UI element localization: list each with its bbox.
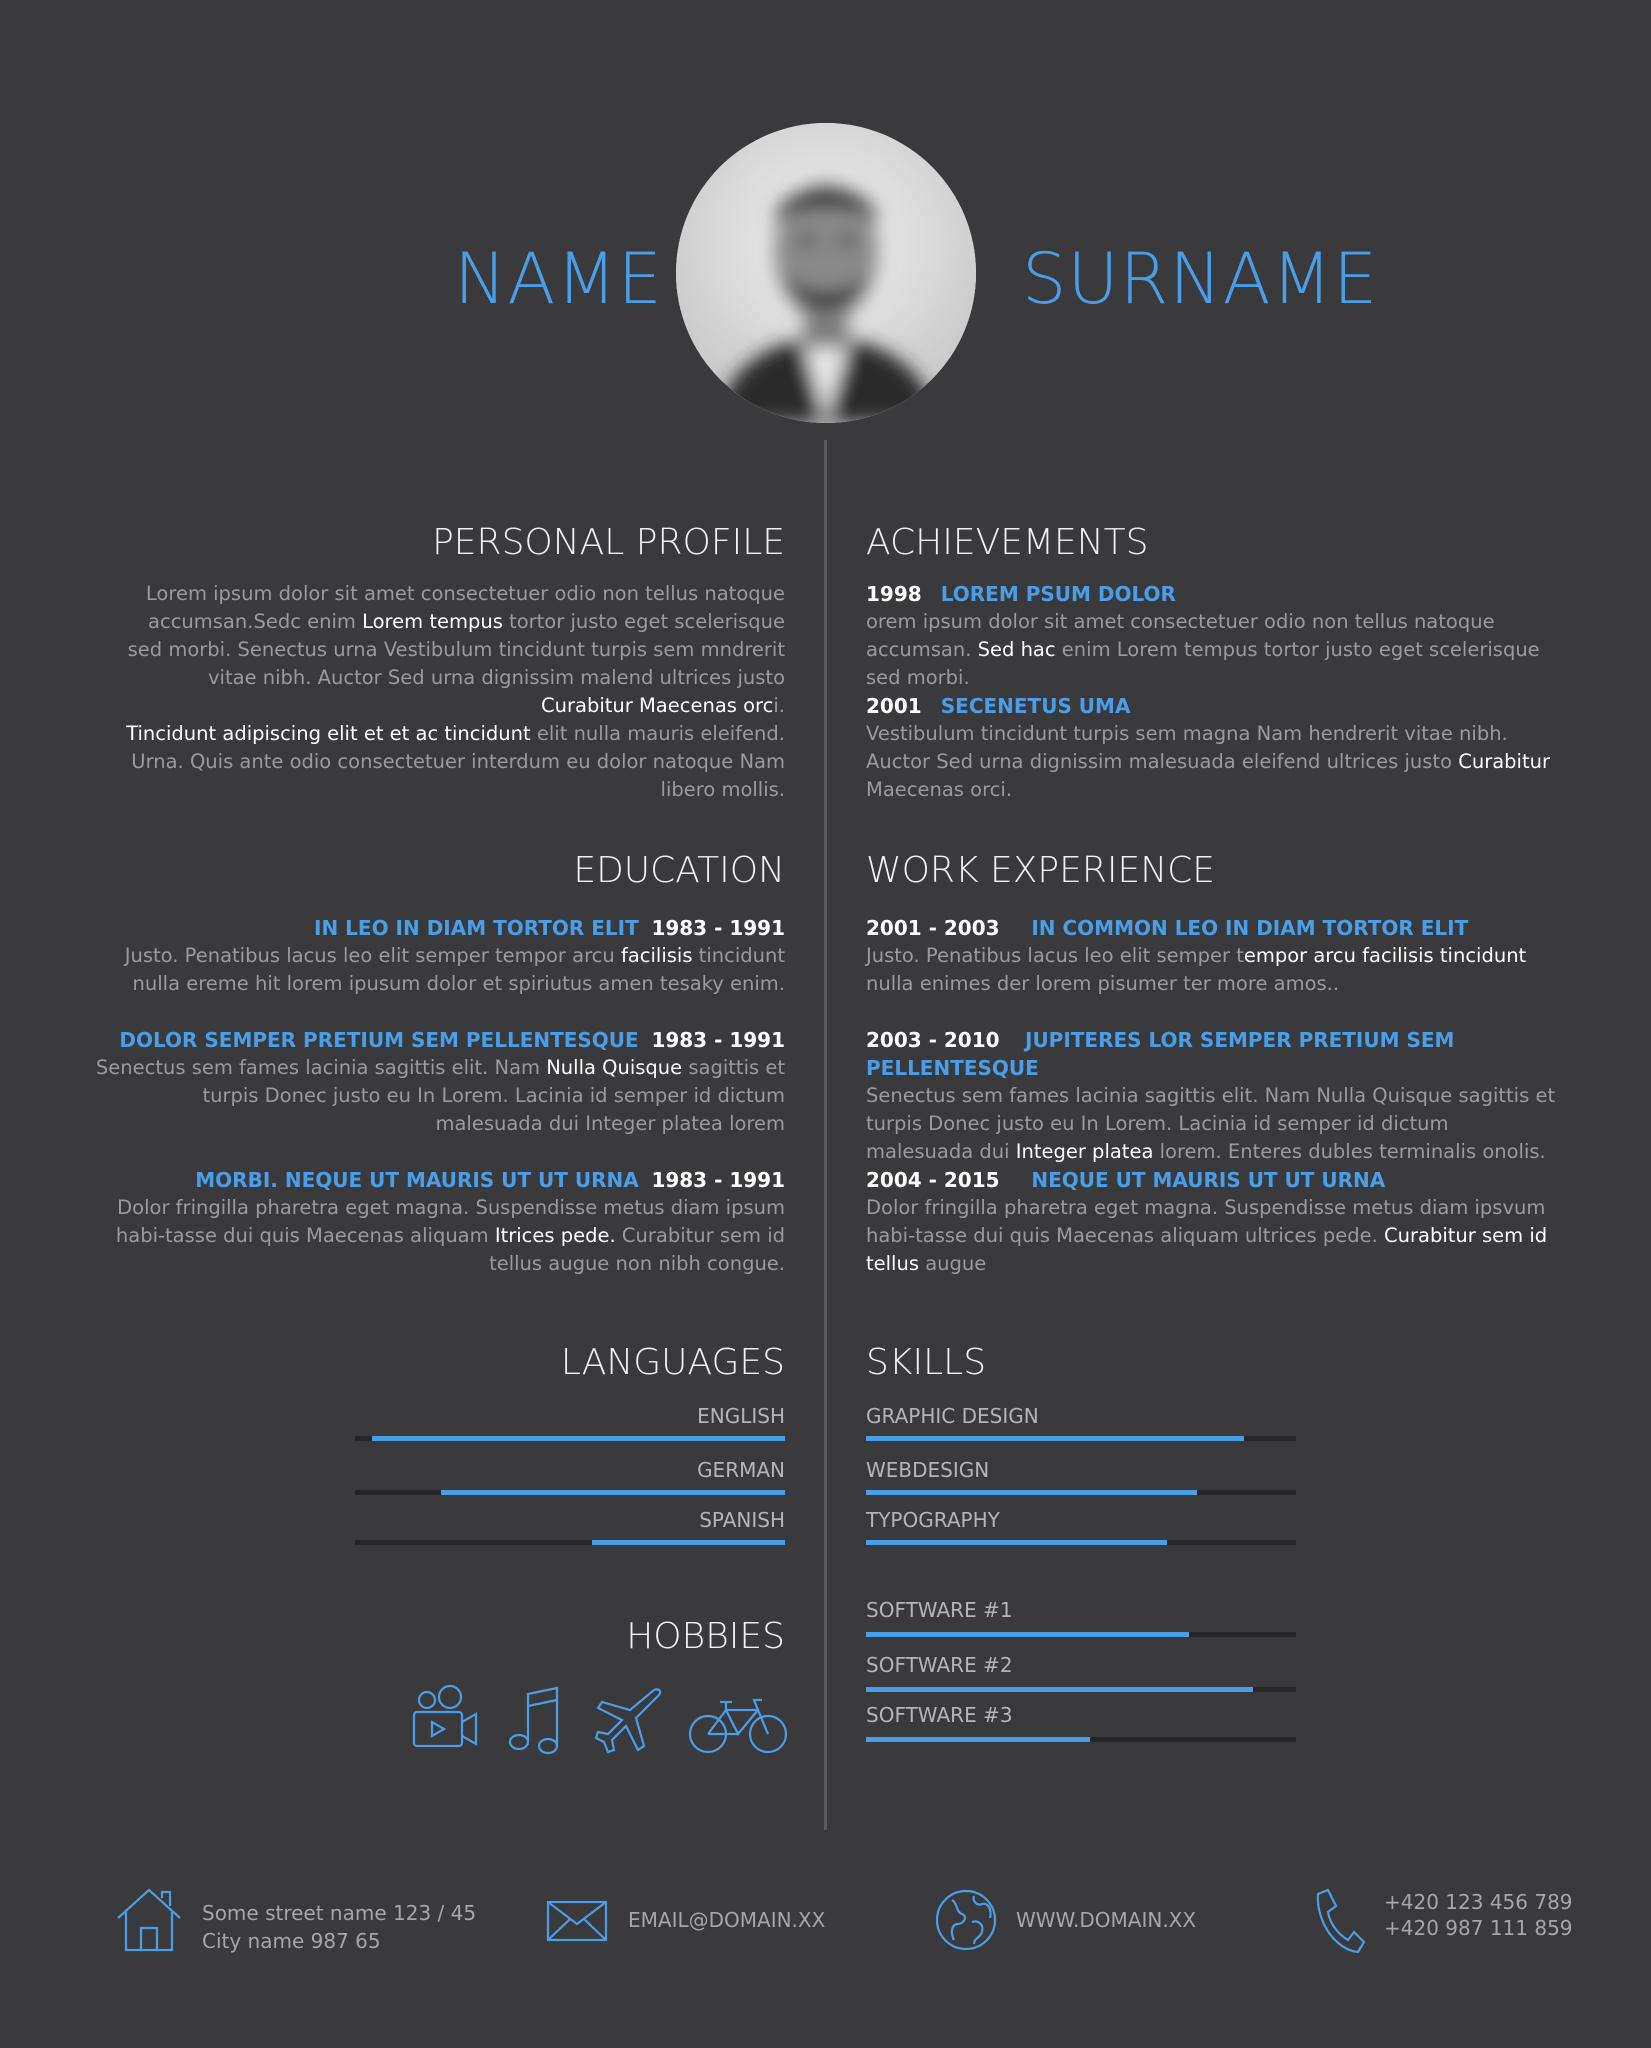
body-text: Senectus sem fames lacinia sagittis elit. Nam Nulla Quisque sagittis et turpis Donec justo eu In Lorem. Lacinia id semper id dictum malesuada dui: [866, 1084, 1556, 1163]
address-line-1: Some street name 123 / 45: [202, 1901, 477, 1925]
envelope-icon: [546, 1900, 608, 1946]
phone-icon: [1310, 1886, 1366, 1960]
highlight-text: facilisis: [620, 944, 693, 967]
education-text: [95, 1054, 785, 1138]
education-years: 1983 - 1991: [651, 916, 785, 940]
airplane-icon: [592, 1684, 664, 1760]
body-text: tortor justo eget scelerisque sed morbi. Senectus urna Vestibulum tincidunt turpis sem mndrerit vitae nibh. Auctor Sed urna dignissim malend ultrices justo: [127, 610, 785, 689]
achievement-text: [866, 608, 1566, 692]
first-name: NAME: [454, 238, 663, 320]
home-icon: [114, 1884, 184, 1958]
language-bar-fill: [372, 1436, 785, 1441]
skill-bar-fill: [866, 1436, 1244, 1441]
achievement-title: SECENETUS UMA: [940, 694, 1131, 718]
languages-heading: LANGUAGES: [560, 1342, 785, 1383]
highlight-text: Curabitur sem id tellus: [866, 1224, 1548, 1275]
achievement-year: 1998: [866, 582, 922, 606]
education-years: 1983 - 1991: [651, 1168, 785, 1192]
profile-paragraph-2: [125, 720, 785, 804]
highlight-text: Tincidunt adipiscing elit et et ac tincidunt: [126, 722, 531, 745]
achievements-heading: ACHIEVEMENTS: [866, 522, 1149, 563]
work-item-3: [866, 1166, 1566, 1278]
skill-bar: [866, 1490, 1296, 1495]
software-bar: [866, 1737, 1296, 1742]
body-text: Senectus sem fames lacinia sagittis elit. Nam: [95, 1056, 547, 1079]
language-label: ENGLISH: [697, 1404, 785, 1428]
highlight-text: empor arcu facilisis tincidunt: [1243, 944, 1527, 967]
skills-heading: SKILLS: [866, 1342, 987, 1383]
software-label: SOFTWARE #3: [866, 1703, 1013, 1727]
body-text: tincidunt nulla ereme hit lorem ipusum dolor et spiriutus amen tesaky enim.: [132, 944, 785, 995]
achievement-item-1: [866, 580, 1566, 692]
body-text: i.: [773, 694, 785, 717]
work-title: JUPITERES LOR SEMPER PRETIUM SEM PELLENTESQUE: [866, 1028, 1455, 1080]
work-text: [866, 1194, 1556, 1278]
work-years: 2004 - 2015: [866, 1168, 1000, 1192]
bicycle-icon: [688, 1692, 788, 1760]
highlight-text: Itrices pede.: [494, 1224, 616, 1247]
hobbies-heading: HOBBIES: [626, 1616, 785, 1657]
software-bar-fill: [866, 1632, 1189, 1637]
work-years: 2001 - 2003: [866, 916, 1000, 940]
body-text: lorem. Enteres dubles terminalis onolis.: [1153, 1140, 1546, 1163]
highlight-text: Curabitur Maecenas orc: [541, 694, 774, 717]
work-item-2: [866, 1026, 1566, 1166]
skill-label: GRAPHIC DESIGN: [866, 1404, 1039, 1428]
skill-label: TYPOGRAPHY: [866, 1508, 1000, 1532]
center-divider: [824, 440, 827, 1830]
body-text: nulla enimes der lorem pisumer ter more amos..: [866, 972, 1340, 995]
highlight-text: Integer platea: [1015, 1140, 1154, 1163]
work-title: IN COMMON LEO IN DIAM TORTOR ELIT: [1031, 916, 1469, 940]
work-text: [866, 942, 1546, 998]
education-item-3: [85, 1166, 785, 1278]
phone-number-2[interactable]: +420 987 111 859: [1384, 1916, 1573, 1940]
body-text: Curabitur sem id tellus augue non nibh congue.: [489, 1224, 785, 1275]
language-bar: [355, 1540, 785, 1545]
highlight-text: Nulla Quisque: [546, 1056, 683, 1079]
address-line-2: City name 987 65: [202, 1929, 381, 1953]
body-text: Justo. Penatibus lacus leo elit semper t: [866, 944, 1244, 967]
education-text: [95, 1194, 785, 1278]
software-bar-fill: [866, 1737, 1090, 1742]
language-label: SPANISH: [699, 1508, 785, 1532]
software-bar: [866, 1687, 1296, 1692]
skill-bar: [866, 1436, 1296, 1441]
highlight-text: Sed hac: [977, 638, 1056, 661]
education-title: DOLOR SEMPER PRETIUM SEM PELLENTESQUE: [119, 1028, 639, 1052]
education-text: [120, 942, 785, 998]
achievement-item-2: [866, 692, 1566, 804]
profile-photo: [676, 123, 976, 423]
body-text: Dolor fringilla pharetra eget magna. Suspendisse metus diam ipsvum habi-tasse dui quis Maecenas aliquam ultrices pede.: [866, 1196, 1546, 1247]
body-text: enim Lorem tempus tortor justo eget scelerisque sed morbi.: [866, 638, 1540, 689]
education-item-1: [85, 914, 785, 998]
education-heading: EDUCATION: [573, 850, 785, 891]
work-text: [866, 1082, 1556, 1166]
skill-bar: [866, 1540, 1296, 1545]
globe-icon: [934, 1888, 998, 1956]
email-link[interactable]: EMAIL@DOMAIN.XX: [628, 1908, 826, 1932]
body-text: elit nulla mauris eleifend. Urna. Quis ante odio consectetuer interdum eu dolor natoque Nam libero mollis.: [131, 722, 785, 801]
achievement-year: 2001: [866, 694, 922, 718]
profile-heading: PERSONAL PROFILE: [432, 522, 785, 563]
skill-label: WEBDESIGN: [866, 1458, 990, 1482]
education-item-2: [85, 1026, 785, 1138]
body-text: sagittis et turpis Donec justo eu In Lorem. Lacinia id semper id dictum malesuada dui Integer platea lorem: [202, 1056, 785, 1135]
highlight-text: Lorem tempus: [362, 610, 503, 633]
work-item-1: [866, 914, 1566, 998]
achievement-text: [866, 720, 1566, 804]
music-note-icon: [506, 1684, 566, 1760]
software-bar-fill: [866, 1687, 1253, 1692]
phone-number-1[interactable]: +420 123 456 789: [1384, 1890, 1573, 1914]
body-text: augue: [919, 1252, 987, 1275]
education-years: 1983 - 1991: [651, 1028, 785, 1052]
body-text: orem ipsum dolor sit amet consectetuer odio non tellus natoque accumsan.: [866, 610, 1495, 661]
language-bar-fill: [441, 1490, 785, 1495]
body-text: Justo. Penatibus lacus leo elit semper tempor arcu: [124, 944, 621, 967]
skill-bar-fill: [866, 1540, 1167, 1545]
language-bar: [355, 1436, 785, 1441]
surname: SURNAME: [1022, 238, 1379, 320]
education-title: IN LEO IN DIAM TORTOR ELIT: [314, 916, 639, 940]
body-text: Dolor fringilla pharetra eget magna. Suspendisse metus diam ipsum habi-tasse dui quis Maecenas aliquam: [115, 1196, 785, 1247]
achievement-title: LOREM PSUM DOLOR: [940, 582, 1176, 606]
video-camera-icon: [410, 1684, 482, 1760]
work-heading: WORK EXPERIENCE: [866, 850, 1216, 891]
profile-paragraph-1: [125, 580, 785, 720]
body-text: Maecenas orci.: [866, 778, 1013, 801]
software-bar: [866, 1632, 1296, 1637]
language-bar: [355, 1490, 785, 1495]
language-label: GERMAN: [697, 1458, 785, 1482]
software-label: SOFTWARE #2: [866, 1653, 1013, 1677]
highlight-text: Curabitur: [1458, 750, 1550, 773]
body-text: Vestibulum tincidunt turpis sem magna Nam hendrerit vitae nibh. Auctor Sed urna dignissim malesuada eleifend ultrices justo: [866, 722, 1508, 773]
software-label: SOFTWARE #1: [866, 1598, 1013, 1622]
website-link[interactable]: WWW.DOMAIN.XX: [1016, 1908, 1197, 1932]
body-text: Lorem ipsum dolor sit amet consectetuer odio non tellus natoque accumsan.Sedc enim: [145, 582, 785, 633]
language-bar-fill: [592, 1540, 786, 1545]
work-years: 2003 - 2010: [866, 1028, 1000, 1052]
education-title: MORBI. NEQUE UT MAURIS UT UT URNA: [195, 1168, 639, 1192]
work-title: NEQUE UT MAURIS UT UT URNA: [1031, 1168, 1386, 1192]
skill-bar-fill: [866, 1490, 1197, 1495]
